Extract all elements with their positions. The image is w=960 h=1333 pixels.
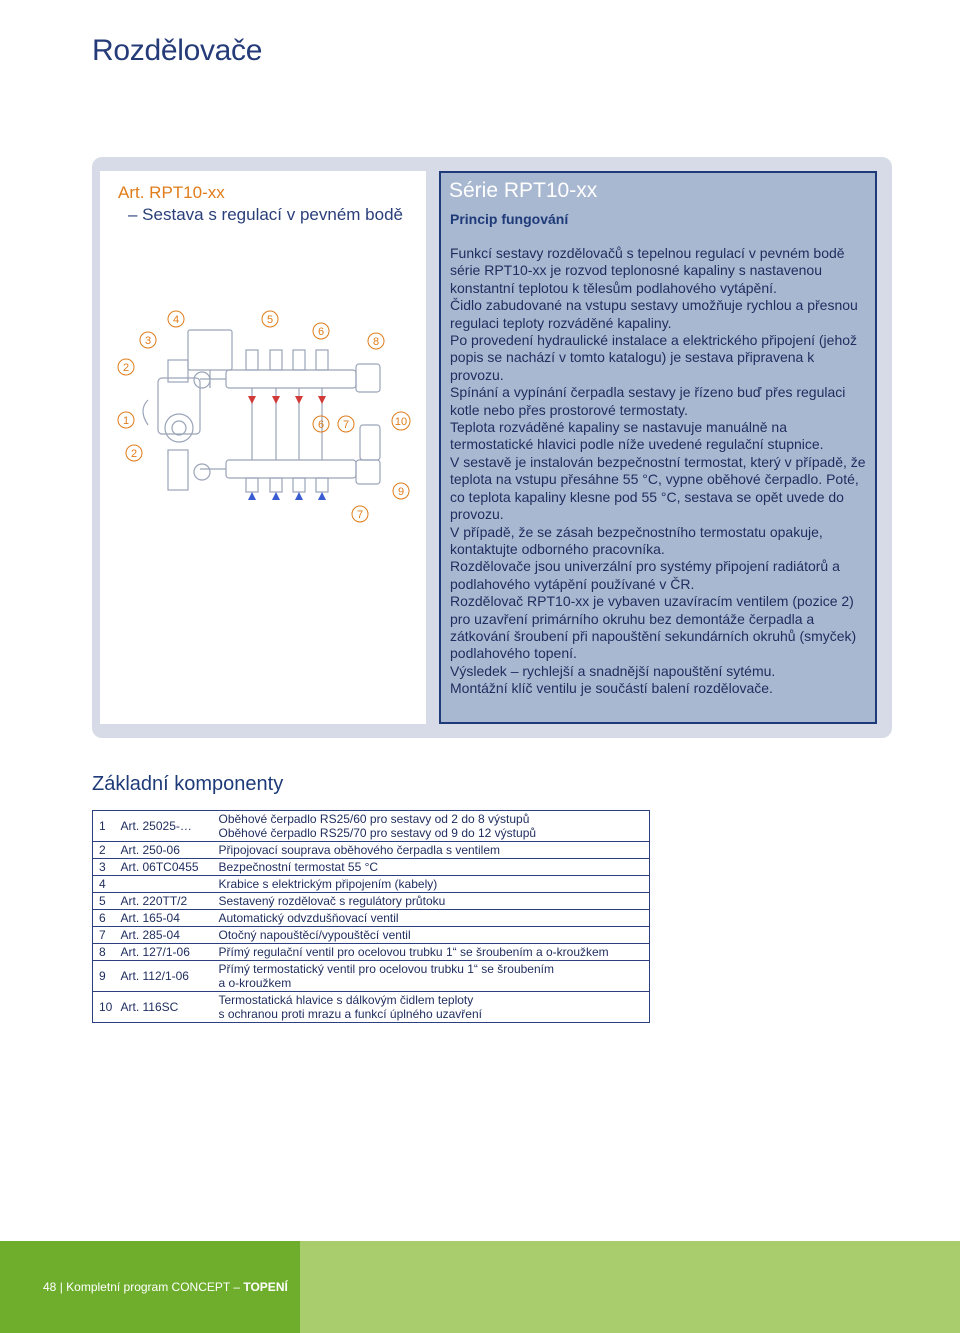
article-subtitle: – Sestava s regulací v pevném bodě (128, 205, 403, 224)
paragraph: V případě, že se zásah bezpečnostního termostatu opakuje, kontaktujte odborného pracovníka. (450, 523, 823, 557)
component-number: 7 (93, 927, 117, 944)
component-number: 8 (93, 944, 117, 961)
table-row (93, 910, 650, 927)
table-row (93, 992, 650, 1023)
table-row (93, 842, 650, 859)
svg-text:10: 10 (394, 416, 408, 428)
label-2a (118, 359, 134, 375)
table-row (93, 859, 650, 876)
component-description: Otočný napouštěcí/vypouštěcí ventil (213, 927, 650, 944)
svg-text:5: 5 (266, 314, 274, 326)
paragraph: Čidlo zabudované na vstupu sestavy umožňuje rychlou a přesnou regulaci teploty rozváděné kapaliny. (450, 297, 858, 331)
label-6a (313, 323, 329, 339)
svg-text:7: 7 (356, 509, 364, 521)
component-description: Přímý regulační ventil pro ocelovou trubku 1“ se šroubením a o-kroužkem (213, 944, 650, 961)
component-article: Art. 116SC (117, 992, 213, 1023)
paragraph: Funkcí sestavy rozdělovačů s tepelnou regulací v pevném bodě série RPT10-xx je rozvod teplonosné kapaliny s nastavenou konstantní teplotou k tělesům podlahového vytápění. (450, 245, 845, 296)
component-description: Bezpečnostní termostat 55 °C (213, 859, 650, 876)
svg-text:2: 2 (130, 448, 138, 460)
component-number: 3 (93, 859, 117, 876)
component-description: Termostatická hlavice s dálkovým čidlem teploty s ochranou proti mrazu a funkcí úplného uzavření (213, 992, 650, 1023)
table-row (93, 961, 650, 992)
component-article: Art. 285-04 (117, 927, 213, 944)
component-article: Art. 165-04 (117, 910, 213, 927)
paragraph: Rozdělovač RPT10-xx je vybaven uzavíracím ventilem (pozice 2) pro uzavření primárního okruhu bez demontáže čerpadla a zátkování šroubení při napouštění sekundárních okruhů (smyček) podlahového topení. (450, 593, 857, 662)
component-number: 9 (93, 961, 117, 992)
table-row (93, 893, 650, 910)
paragraph: Montážní klíč ventilu je součástí balení rozdělovače. (450, 680, 773, 697)
paragraph: Po provedení hydraulické instalace a elektrického připojení (jehož popis se nachází v tomto katalogu) je sestava připravena k provozu. (450, 332, 858, 383)
label-4 (168, 311, 184, 327)
component-description: Připojovací souprava oběhového čerpadla s ventilem (213, 842, 650, 859)
paragraph: Rozdělovače jsou univerzální pro systémy připojení radiátorů a podlahového vytápění používané v ČR. (450, 558, 840, 592)
component-article: Art. 25025-… (117, 811, 213, 842)
svg-text:8: 8 (372, 336, 380, 348)
table-row (93, 876, 650, 893)
paragraph: Spínání a vypínání čerpadla sestavy je řízeno buď přes regulaci kotle nebo přes prostorové termostaty. (450, 384, 846, 418)
paragraph: V sestavě je instalován bezpečnostní termostat, který v případě, že teplota na vstupu přesáhne 55 °C, vypne oběhové čerpadlo. Poté, co teplota kapaliny klesne pod 55 °C, sestava se opět uvede do provozu. (450, 453, 866, 523)
label-5 (262, 311, 278, 327)
manifold-diagram (108, 300, 420, 535)
component-article: Art. 127/1-06 (117, 944, 213, 961)
component-description: Automatický odvzdušňovací ventil (213, 910, 650, 927)
component-number: 6 (93, 910, 117, 927)
table-row (93, 811, 650, 842)
footer-separator: | (59, 1280, 63, 1294)
component-description: Sestavený rozdělovač s regulátory průtoku (213, 893, 650, 910)
components-heading: Základní komponenty (92, 773, 284, 795)
component-number: 2 (93, 842, 117, 859)
footer-section: TOPENÍ (243, 1280, 288, 1294)
svg-text:6: 6 (317, 419, 325, 431)
label-10 (392, 412, 410, 430)
svg-text:9: 9 (397, 486, 405, 498)
label-8 (368, 333, 384, 349)
footer-program: Kompletní program CONCEPT – (66, 1280, 241, 1294)
svg-text:1: 1 (122, 415, 130, 427)
label-3 (140, 332, 156, 348)
label-9 (393, 483, 409, 499)
component-number: 10 (93, 992, 117, 1023)
component-article (117, 876, 213, 893)
svg-text:6: 6 (317, 326, 325, 338)
label-1 (118, 412, 134, 428)
component-number: 4 (93, 876, 117, 893)
principle-heading: Princip fungování (450, 211, 569, 227)
component-article: Art. 220TT/2 (117, 893, 213, 910)
series-title: Série RPT10-xx (449, 179, 598, 202)
component-article: Art. 250-06 (117, 842, 213, 859)
page-number: 48 (43, 1280, 57, 1294)
label-7b (352, 506, 368, 522)
page-title: Rozdělovače (92, 34, 263, 67)
svg-text:3: 3 (144, 335, 152, 347)
table-row (93, 944, 650, 961)
component-article: Art. 06TC0455 (117, 859, 213, 876)
svg-text:7: 7 (342, 419, 350, 431)
label-6b (313, 416, 329, 432)
svg-text:2: 2 (122, 362, 130, 374)
label-2b (126, 445, 142, 461)
paragraph: Teplota rozváděné kapaliny se nastavuje manuálně na termostatické hlavici podle níže uvedené regulační stupnice. (450, 419, 824, 453)
component-number: 5 (93, 893, 117, 910)
paragraph: Výsledek – rychlejší a snadnější napouštění sytému. (450, 662, 776, 679)
article-title: Art. RPT10-xx (118, 183, 225, 202)
svg-text:4: 4 (172, 314, 180, 326)
label-7a (338, 416, 354, 432)
component-number: 1 (93, 811, 117, 842)
component-description: Krabice s elektrickým připojením (kabely) (213, 876, 650, 893)
components-table (92, 810, 650, 1023)
component-description: Oběhové čerpadlo RS25/60 pro sestavy od 2 do 8 výstupů Oběhové čerpadlo RS25/70 pro sestavy od 9 do 12 výstupů (213, 811, 650, 842)
component-description: Přímý termostatický ventil pro ocelovou trubku 1“ se šroubením a o-kroužkem (213, 961, 650, 992)
component-article: Art. 112/1-06 (117, 961, 213, 992)
principle-text (450, 245, 870, 698)
table-row (93, 927, 650, 944)
footer-text (43, 1280, 288, 1294)
